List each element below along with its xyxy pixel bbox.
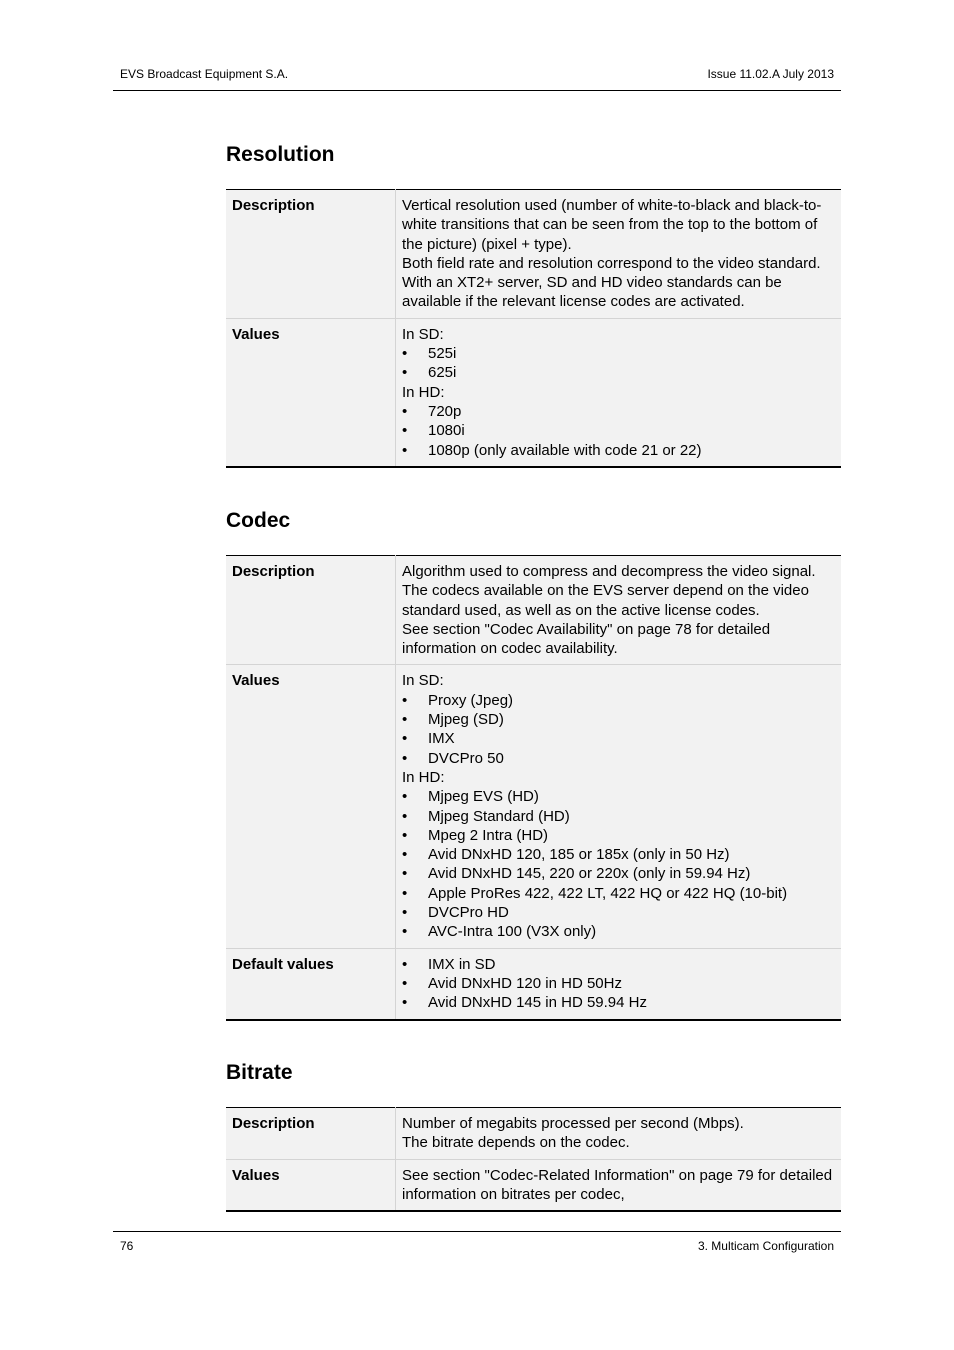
- header-company: EVS Broadcast Equipment S.A.: [120, 67, 289, 81]
- section-title: Resolution: [226, 143, 335, 166]
- list-item: • 720p: [402, 402, 835, 421]
- section-resolution: [226, 143, 841, 468]
- row-label: Values: [226, 1159, 396, 1211]
- list-item: • Avid DNxHD 120 in HD 50Hz: [402, 974, 835, 993]
- list-item: • Mpeg 2 Intra (HD): [402, 826, 835, 845]
- section-codec: [226, 509, 841, 1021]
- resolution-table: [226, 189, 841, 468]
- row-label: Description: [226, 190, 396, 319]
- list-item: • DVCPro 50: [402, 749, 835, 768]
- section-bitrate: [226, 1061, 841, 1212]
- sd-list: [402, 344, 835, 383]
- hd-list: [402, 402, 835, 460]
- row-value: [396, 948, 842, 1019]
- sd-label: In SD:: [402, 325, 444, 343]
- desc-line: See section "Codec Availability" on page 78 for detailed information on codec availability.: [402, 620, 771, 658]
- desc-line: Vertical resolution used (number of white-to-black and black-to-white transitions that can be seen from the top to the bottom of the picture) (pixel + type).: [402, 197, 822, 253]
- row-value: See section "Codec-Related Information" on page 79 for detailed information on bitrates per codec,: [396, 1159, 842, 1211]
- table-row: [226, 1108, 841, 1160]
- hd-list: [402, 787, 835, 941]
- row-label: Description: [226, 556, 396, 665]
- row-label: Default values: [226, 948, 396, 1019]
- list-item: • Mjpeg (SD): [402, 710, 835, 729]
- default-list: [402, 955, 835, 1013]
- row-value: [396, 556, 842, 665]
- chapter-title: 3. Multicam Configuration: [697, 1239, 834, 1253]
- table-row: [226, 1159, 841, 1211]
- row-label: Values: [226, 665, 396, 948]
- desc-line: Algorithm used to compress and decompress the video signal. The codecs available on the EVS server depend on the video standard used, as well as on the active license codes.: [402, 563, 816, 619]
- list-item: • DVCPro HD: [402, 903, 835, 922]
- page-footer: [113, 1231, 841, 1256]
- sd-list: [402, 691, 835, 768]
- page-number: 76: [120, 1239, 134, 1253]
- list-item: • Avid DNxHD 120, 185 or 185x (only in 50 Hz): [402, 845, 835, 864]
- list-item: • Avid DNxHD 145 in HD 59.94 Hz: [402, 993, 835, 1012]
- list-item: • Mjpeg EVS (HD): [402, 787, 835, 806]
- list-item: • Mjpeg Standard (HD): [402, 807, 835, 826]
- bitrate-table: [226, 1107, 841, 1212]
- row-label: Values: [226, 318, 396, 467]
- sd-label: In SD:: [402, 672, 444, 690]
- section-title: Bitrate: [226, 1061, 293, 1084]
- list-item: • 625i: [402, 363, 835, 382]
- row-value: [396, 1108, 842, 1160]
- row-value: [396, 665, 842, 948]
- list-item: • 1080p (only available with code 21 or 22): [402, 441, 835, 460]
- list-item: • IMX in SD: [402, 955, 835, 974]
- table-row: [226, 665, 841, 948]
- table-row: [226, 190, 841, 319]
- table-row: [226, 948, 841, 1019]
- desc-line: Number of megabits processed per second (Mbps).: [402, 1115, 744, 1132]
- desc-line: Both field rate and resolution correspond to the video standard. With an XT2+ server, SD and HD video standards can be available if the relevant license codes are activated.: [402, 254, 821, 311]
- table-row: [226, 318, 841, 467]
- list-item: • AVC-Intra 100 (V3X only): [402, 922, 835, 941]
- list-item: • 1080i: [402, 421, 835, 440]
- desc-line: The bitrate depends on the codec.: [402, 1134, 630, 1152]
- row-value: [396, 190, 842, 319]
- hd-label: In HD:: [402, 383, 445, 401]
- row-label: Description: [226, 1108, 396, 1160]
- list-item: • Proxy (Jpeg): [402, 691, 835, 710]
- row-value: [396, 318, 842, 467]
- hd-label: In HD:: [402, 768, 445, 786]
- header-issue: Issue 11.02.A July 2013: [707, 67, 834, 81]
- section-title: Codec: [226, 509, 291, 532]
- list-item: • Apple ProRes 422, 422 LT, 422 HQ or 422 HQ (10-bit): [402, 884, 835, 903]
- list-item: • 525i: [402, 344, 835, 363]
- page-header: [113, 66, 841, 91]
- list-item: • Avid DNxHD 145, 220 or 220x (only in 59.94 Hz): [402, 864, 835, 883]
- table-row: [226, 556, 841, 665]
- list-item: • IMX: [402, 729, 835, 748]
- codec-table: [226, 555, 841, 1021]
